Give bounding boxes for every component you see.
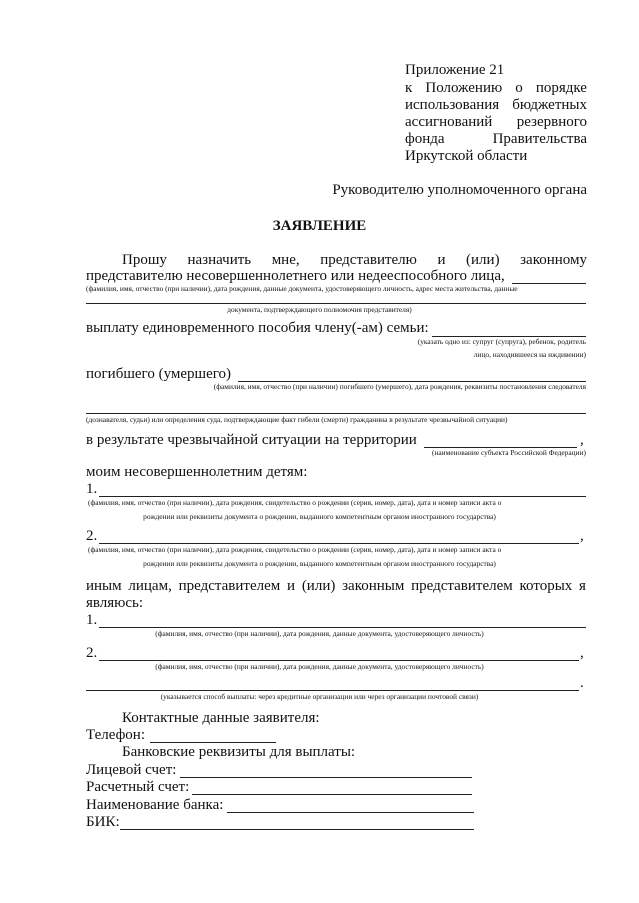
bik-label: БИК:: [86, 814, 120, 830]
other-2-caption: (фамилия, имя, отчество (при наличии), дата рождения, данные документа, удостоверяющего личность): [155, 662, 484, 671]
word: (или): [301, 578, 336, 594]
deceased-field-line-2[interactable]: [86, 413, 586, 414]
child-1-caption-1: (фамилия, имя, отчество (при наличии), дата рождения, свидетельство о рождении (серия, номер, дата), дата и номер записи акта о: [88, 498, 502, 507]
territory-text: в результате чрезвычайной ситуации на территории: [86, 432, 417, 448]
word: назначить: [187, 252, 252, 268]
annex-word: использования: [405, 97, 500, 113]
relation-caption-1: (указать одно из: супруг (супруга), ребенок, родитель: [417, 337, 586, 346]
deceased-caption-1: (фамилия, имя, отчество (при наличии) погибшего (умершего), дата рождения, реквизиты постановления следователя: [213, 382, 586, 391]
contacts-heading: Контактные данные заявителя:: [122, 710, 320, 726]
applicant-field-line[interactable]: [512, 283, 586, 284]
child-2-comma: ,: [580, 528, 584, 544]
other-1-field-line[interactable]: [99, 627, 586, 628]
annex-word: о: [515, 80, 523, 96]
annex-word: Положению: [425, 80, 503, 96]
deceased-caption-2: (дознавателя, судьи) или определения суда, подтверждающие факт гибели (смерти) гражданина в результате чрезвычайной ситуации): [86, 415, 508, 424]
word: и: [437, 252, 446, 268]
word: законному: [520, 252, 587, 268]
annex-line-5: [405, 131, 587, 148]
request-line-1: [122, 252, 587, 269]
payment-request-text: выплату единовременного пособия члену(-ам) семьи:: [86, 320, 429, 336]
other-2-number: 2.: [86, 645, 98, 661]
applicant-caption-1: (фамилия, имя, отчество (при наличии), дата рождения, данные документа, удостоверяющего личность, адрес места жительства, данные: [86, 284, 518, 293]
bank-details-heading: Банковские реквизиты для выплаты:: [122, 744, 356, 760]
bank-name-field-line[interactable]: [227, 812, 474, 813]
annex-word: бюджетных: [512, 97, 587, 113]
child-2-caption-1: (фамилия, имя, отчество (при наличии), дата рождения, свидетельство о рождении (серия, номер, дата), дата и номер записи акта о: [88, 545, 502, 554]
word: которых: [519, 578, 573, 594]
word: представителем: [178, 578, 281, 594]
annex-word: Правительства: [492, 131, 587, 147]
child-2-caption-2: рождении или реквизиты документа о рождении, выданного компетентным органом иностранного государства): [143, 559, 496, 568]
other-2-field-line[interactable]: [99, 660, 579, 661]
word: Прошу: [122, 252, 167, 268]
other-1-number: 1.: [86, 612, 98, 628]
child-2-field-line[interactable]: [99, 543, 579, 544]
annex-word: порядке: [535, 80, 587, 96]
annex-line-4: [405, 114, 587, 131]
child-1-field-line[interactable]: [99, 496, 586, 497]
word: представителю: [320, 252, 417, 268]
relation-caption-2: лицо, находившееся на иждивении): [473, 350, 586, 359]
settlement-account-field-line[interactable]: [192, 794, 472, 795]
other-1-caption: (фамилия, имя, отчество (при наличии), дата рождения, данные документа, удостоверяющего личность): [155, 629, 484, 638]
document-title: ЗАЯВЛЕНИЕ: [272, 218, 367, 234]
applicant-caption-2: документа, подтверждающего полномочия представителя): [227, 305, 412, 314]
others-line-1: [86, 578, 586, 595]
annex-line-6: Иркутской области: [405, 148, 528, 164]
payment-method-caption: (указывается способ выплаты: через кредитные организации или через организации почтовой связи): [160, 692, 479, 701]
deceased-label: погибшего (умершего): [86, 366, 232, 382]
word: представителем: [411, 578, 513, 594]
word: законным: [342, 578, 405, 594]
word: мне,: [271, 252, 300, 268]
applicant-field-line-2[interactable]: [86, 303, 586, 304]
word: (или): [466, 252, 500, 268]
payment-method-field-line[interactable]: [86, 690, 579, 691]
phone-label: Телефон:: [86, 727, 145, 743]
child-1-number: 1.: [86, 481, 98, 497]
word: и: [287, 578, 296, 594]
word: я: [579, 578, 586, 594]
annex-word: к: [405, 80, 413, 96]
account-field-line[interactable]: [180, 777, 472, 778]
annex-line-2: [405, 80, 587, 97]
child-1-caption-2: рождении или реквизиты документа о рождении, выданного компетентным органом иностранного государства): [143, 512, 496, 521]
other-2-comma: ,: [580, 645, 584, 661]
bank-name-label: Наименование банка:: [86, 797, 224, 813]
payment-method-period: .: [580, 675, 584, 691]
others-line-2: являюсь:: [86, 595, 144, 611]
annex-line-1: Приложение 21: [405, 62, 505, 78]
phone-field-line[interactable]: [150, 742, 276, 743]
annex-word: фонда: [405, 131, 445, 147]
word: лицам,: [128, 578, 172, 594]
bik-field-line[interactable]: [120, 829, 474, 830]
territory-comma: ,: [580, 432, 584, 448]
word: иным: [86, 578, 122, 594]
annex-word: резервного: [516, 114, 587, 130]
settlement-account-label: Расчетный счет:: [86, 779, 190, 795]
account-label: Лицевой счет:: [86, 762, 177, 778]
annex-line-3: [405, 97, 587, 114]
request-line-2: представителю несовершеннолетнего или недееспособного лица,: [86, 268, 505, 284]
territory-caption: (наименование субъекта Российской Федерации): [431, 448, 586, 457]
annex-word: ассигнований: [405, 114, 493, 130]
children-heading: моим несовершеннолетним детям:: [86, 464, 308, 480]
addressee: Руководителю уполномоченного органа: [332, 182, 587, 198]
child-2-number: 2.: [86, 528, 98, 544]
